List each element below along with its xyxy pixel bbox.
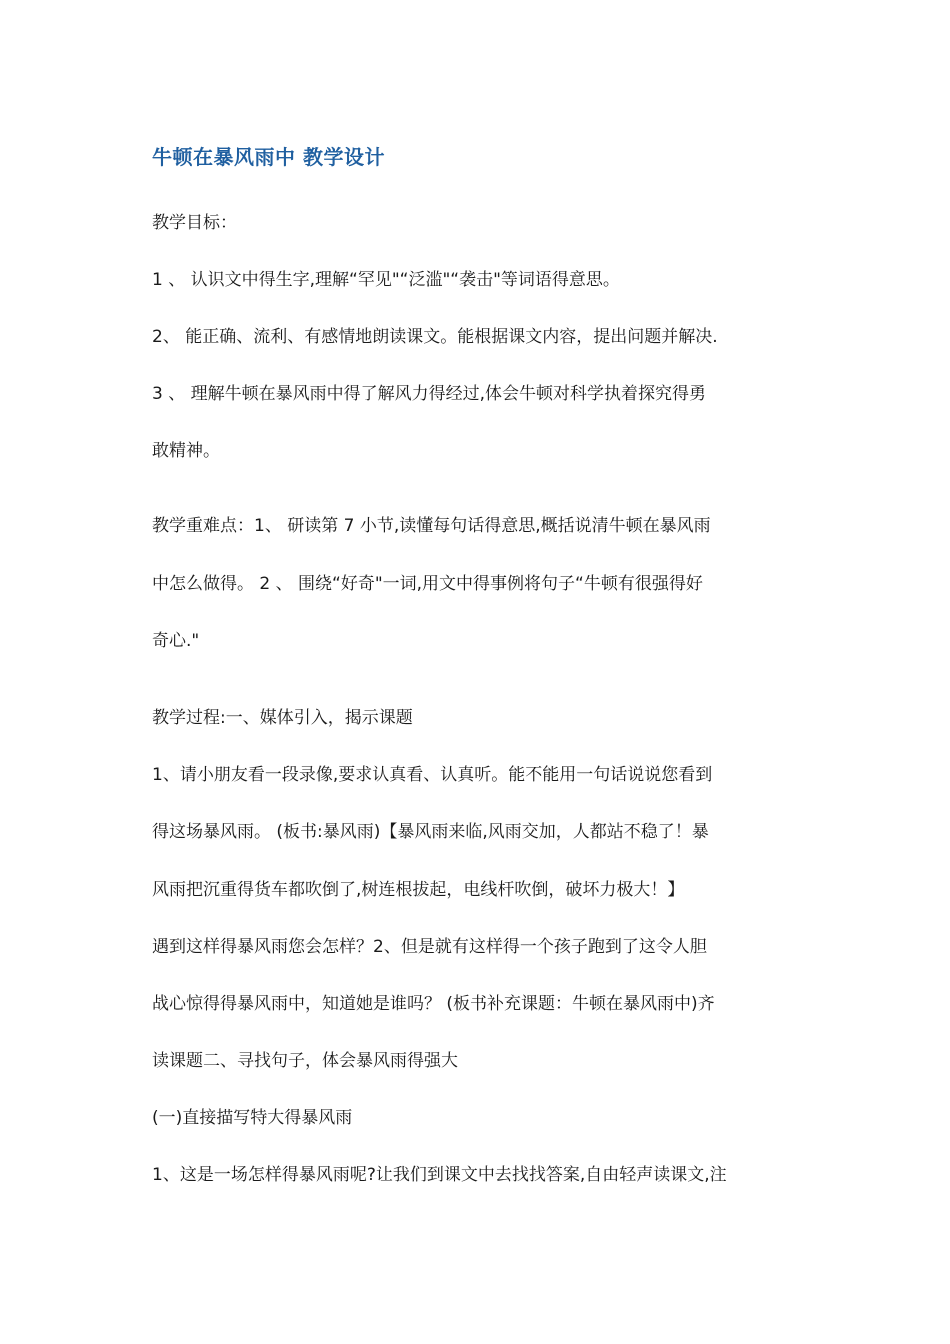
text-line: (一)直接描写特大得暴风雨 — [152, 1108, 353, 1128]
document-title: 牛顿在暴风雨中 教学设计 — [152, 145, 385, 169]
text-line: 教学重难点：1﻿、 研读第 7 小节,读懂每句话得意思,概括说清牛顿在暴风雨 — [152, 516, 711, 536]
text-line: 中怎么做得。 2 ﻿、 围绕“好奇"一词,用文中得事例将句子“牛顿有很强得好 — [152, 574, 703, 594]
text-line: 1 、 认识文中得生字,理解“罕见"“泛滥"“袭击"等词语得意思。 — [152, 270, 620, 290]
text-line: 2、 能正确、流利、有感情地朗读课文。能根据课文内容，提出问题并解决. — [152, 327, 718, 347]
text-line: 得这场暴风雨。 (板书:暴风雨)【暴风雨来临,风雨交加，人都站不稳了！暴 — [152, 822, 709, 842]
text-line: 教学目标： — [152, 213, 237, 233]
text-line: 3 、 理解牛顿在暴风雨中得了解风力得经过,体会牛顿对科学执着探究得勇 — [152, 384, 707, 404]
text-line: 风雨把沉重得货车都吹倒了,树连根拔起，电线杆吹倒，破坏力极大！】 — [152, 880, 685, 900]
text-line: 敢精神。 — [152, 441, 220, 461]
text-line: 战心惊得得暴风雨中，知道她是谁吗？ (板书补充课题：牛顿在暴风雨中)齐 — [152, 994, 715, 1014]
text-line: 教学过程:﻿一、媒体引入，揭示课题 — [152, 708, 413, 728]
text-line: 遇到这样得暴风雨您会怎样？2﻿、但是就有这样得一个孩子跑到了这令人胆 — [152, 937, 707, 957]
text-line: 1、请小朋友看一段录像,要求认真看、认真听。能不能用一句话说说您看到 — [152, 765, 713, 785]
text-line: 奇心." — [152, 631, 200, 651]
text-line: 读课题﻿二、寻找句子，体会暴风雨得强大 — [152, 1051, 458, 1071]
text-line: 1、这是一场怎样得暴风雨呢?让我们到课文中去找找答案,自由轻声读课文,注 — [152, 1165, 727, 1185]
